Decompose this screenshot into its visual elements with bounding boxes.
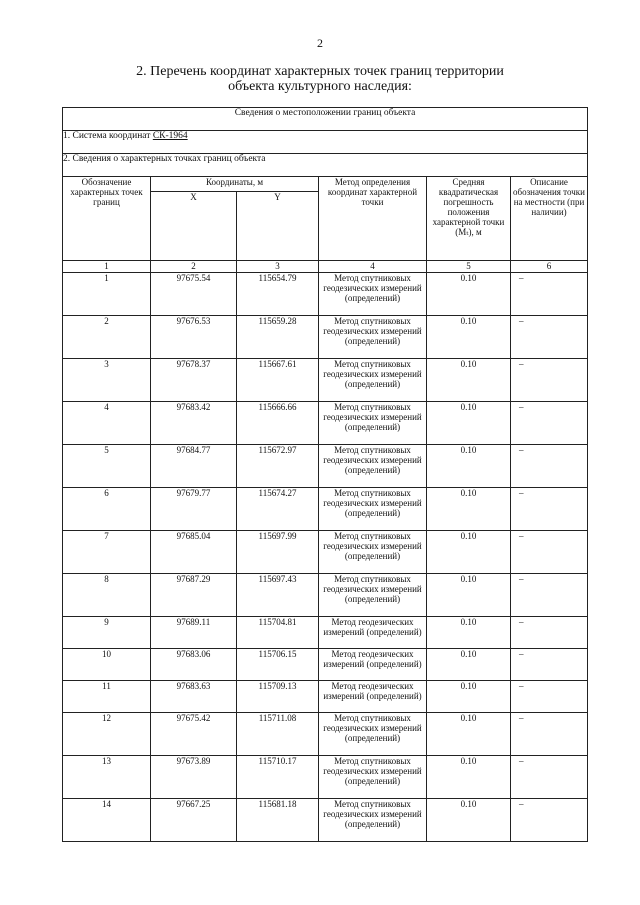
x-coordinate: 97678.37 [151, 359, 237, 402]
table-row [63, 649, 588, 681]
column-number: 6 [511, 261, 588, 273]
mean-square-error: 0.10 [427, 488, 511, 531]
coordinate-system-value: СК-1964 [152, 131, 188, 141]
point-number: 4 [63, 402, 151, 445]
page-number: 2 [317, 36, 323, 50]
mean-square-error: 0.10 [427, 402, 511, 445]
mean-square-error: 0.10 [427, 273, 511, 316]
column-header-y: Y [237, 192, 319, 261]
document-title-line-1: 2. Перечень координат характерных точек границ территории [136, 64, 504, 79]
point-number: 13 [63, 756, 151, 799]
point-number: 6 [63, 488, 151, 531]
table-row [63, 316, 588, 359]
y-coordinate: 115711.08 [237, 713, 319, 756]
table-row [63, 713, 588, 756]
method: Метод спутниковых геодезических измерений (определений) [319, 574, 427, 617]
x-coordinate: 97667.25 [151, 799, 237, 842]
mean-square-error: 0.10 [427, 799, 511, 842]
column-number: 3 [237, 261, 319, 273]
method: Метод геодезических измерений (определений) [319, 617, 427, 649]
points-section-header: 2. Сведения о характерных точках границ объекта [63, 154, 588, 177]
method: Метод спутниковых геодезических измерений (определений) [319, 488, 427, 531]
method: Метод спутниковых геодезических измерений (определений) [319, 402, 427, 445]
y-coordinate: 115706.15 [237, 649, 319, 681]
point-number: 12 [63, 713, 151, 756]
mean-square-error: 0.10 [427, 445, 511, 488]
point-description: – [511, 531, 588, 574]
mean-square-error: 0.10 [427, 681, 511, 713]
mean-square-error: 0.10 [427, 756, 511, 799]
table-row [63, 273, 588, 316]
document-title [0, 64, 640, 94]
point-number: 9 [63, 617, 151, 649]
point-description: – [511, 713, 588, 756]
column-header-x: X [151, 192, 237, 261]
method: Метод спутниковых геодезических измерений (определений) [319, 316, 427, 359]
method: Метод геодезических измерений (определений) [319, 649, 427, 681]
point-description: – [511, 649, 588, 681]
table-row [63, 574, 588, 617]
method: Метод спутниковых геодезических измерений (определений) [319, 359, 427, 402]
method: Метод спутниковых геодезических измерений (определений) [319, 445, 427, 488]
method: Метод спутниковых геодезических измерений (определений) [319, 713, 427, 756]
mean-square-error: 0.10 [427, 574, 511, 617]
point-description: – [511, 681, 588, 713]
y-coordinate: 115672.97 [237, 445, 319, 488]
document-title-line-2: объекта культурного наследия: [228, 79, 412, 94]
table-row [63, 799, 588, 842]
x-coordinate: 97675.54 [151, 273, 237, 316]
point-description: – [511, 316, 588, 359]
x-coordinate: 97689.11 [151, 617, 237, 649]
column-number: 4 [319, 261, 427, 273]
y-coordinate: 115710.17 [237, 756, 319, 799]
method: Метод спутниковых геодезических измерений (определений) [319, 531, 427, 574]
y-coordinate: 115659.28 [237, 316, 319, 359]
x-coordinate: 97676.53 [151, 316, 237, 359]
column-number: 5 [427, 261, 511, 273]
x-coordinate: 97675.42 [151, 713, 237, 756]
point-description: – [511, 445, 588, 488]
mean-square-error: 0.10 [427, 617, 511, 649]
coordinate-system-label: 1. Система координат [63, 131, 151, 141]
y-coordinate: 115681.18 [237, 799, 319, 842]
mean-square-error: 0.10 [427, 359, 511, 402]
point-number: 14 [63, 799, 151, 842]
y-coordinate: 115667.61 [237, 359, 319, 402]
column-number-row [63, 261, 588, 273]
point-number: 8 [63, 574, 151, 617]
column-header-description: Описание обозначения точки на местности (при наличии) [511, 177, 588, 261]
x-coordinate: 97679.77 [151, 488, 237, 531]
column-number: 1 [63, 261, 151, 273]
x-coordinate: 97683.42 [151, 402, 237, 445]
mean-square-error: 0.10 [427, 531, 511, 574]
y-coordinate: 115704.81 [237, 617, 319, 649]
point-number: 2 [63, 316, 151, 359]
y-coordinate: 115654.79 [237, 273, 319, 316]
mean-square-error: 0.10 [427, 649, 511, 681]
y-coordinate: 115697.99 [237, 531, 319, 574]
method: Метод спутниковых геодезических измерений (определений) [319, 799, 427, 842]
point-description: – [511, 574, 588, 617]
method: Метод спутниковых геодезических измерений (определений) [319, 273, 427, 316]
y-coordinate: 115709.13 [237, 681, 319, 713]
x-coordinate: 97687.29 [151, 574, 237, 617]
point-number: 5 [63, 445, 151, 488]
table-row [63, 488, 588, 531]
table-row [63, 756, 588, 799]
y-coordinate: 115697.43 [237, 574, 319, 617]
x-coordinate: 97683.06 [151, 649, 237, 681]
point-description: – [511, 359, 588, 402]
y-coordinate: 115666.66 [237, 402, 319, 445]
x-coordinate: 97673.89 [151, 756, 237, 799]
table-row [63, 445, 588, 488]
point-description: – [511, 402, 588, 445]
method: Метод геодезических измерений (определений) [319, 681, 427, 713]
coordinate-system-row [63, 131, 588, 154]
x-coordinate: 97684.77 [151, 445, 237, 488]
x-coordinate: 97685.04 [151, 531, 237, 574]
mean-square-error: 0.10 [427, 713, 511, 756]
point-number: 1 [63, 273, 151, 316]
point-description: – [511, 799, 588, 842]
point-number: 3 [63, 359, 151, 402]
column-header-method: Метод определения координат характерной точки [319, 177, 427, 261]
point-number: 10 [63, 649, 151, 681]
column-number: 2 [151, 261, 237, 273]
method: Метод спутниковых геодезических измерений (определений) [319, 756, 427, 799]
table-row [63, 402, 588, 445]
point-description: – [511, 273, 588, 316]
y-coordinate: 115674.27 [237, 488, 319, 531]
section-header: Сведения о местоположении границ объекта [63, 108, 588, 131]
point-description: – [511, 756, 588, 799]
table-row [63, 359, 588, 402]
coordinates-table [62, 107, 588, 842]
point-description: – [511, 488, 588, 531]
table-row [63, 681, 588, 713]
mean-square-error: 0.10 [427, 316, 511, 359]
point-number: 7 [63, 531, 151, 574]
point-description: – [511, 617, 588, 649]
table-row [63, 617, 588, 649]
column-header-point: Обозначение характерных точек границ [63, 177, 151, 261]
column-header-error: Средняя квадратическая погрешность положения характерной точки (Mₜ), м [427, 177, 511, 261]
column-header-coordinates: Координаты, м [151, 177, 319, 192]
table-row [63, 531, 588, 574]
point-number: 11 [63, 681, 151, 713]
x-coordinate: 97683.63 [151, 681, 237, 713]
